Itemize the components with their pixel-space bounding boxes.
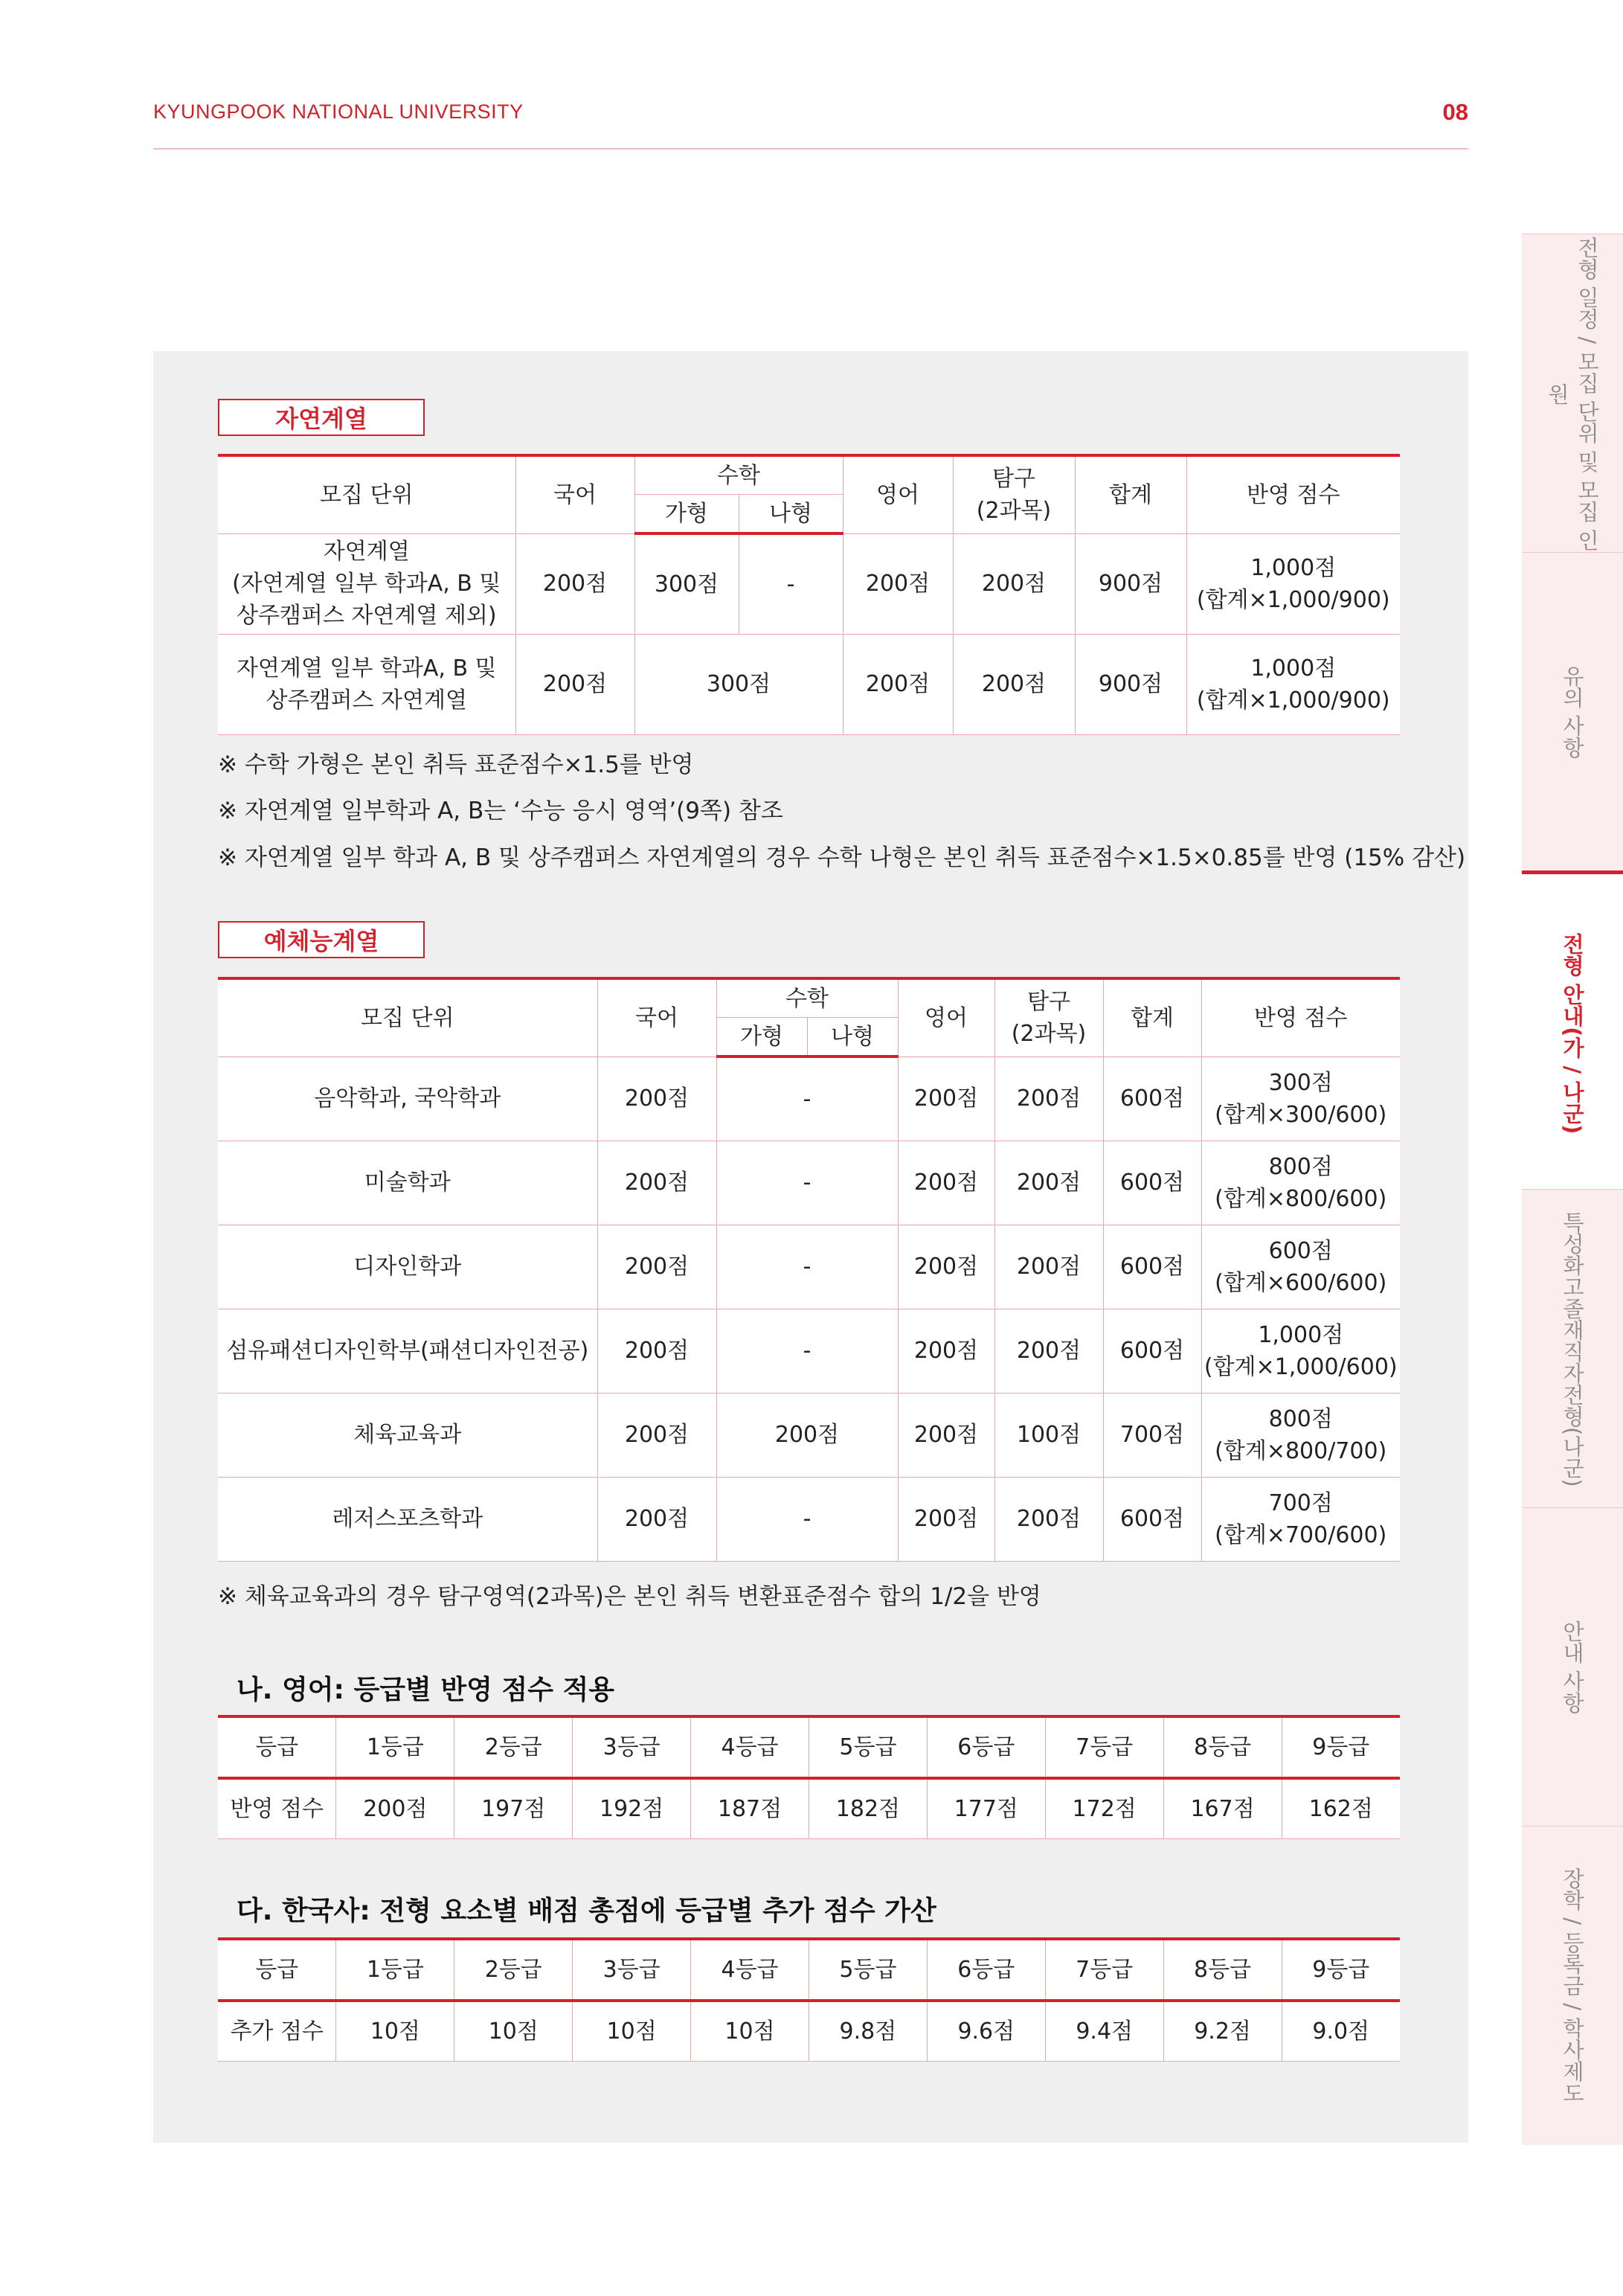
table-row: 추가 점수 10점 10점 10점 10점 9.8점 9.6점 9.4점 9.2점 9.0점 (218, 2001, 1400, 2062)
score-cell: 300점 (합계×300/600) (1201, 1056, 1400, 1141)
natural-sciences-tag: 자연계열 (218, 399, 425, 436)
section-sidebar (1522, 234, 1623, 2141)
header-math: 수학 (716, 978, 898, 1018)
history-grade-table (218, 1937, 1400, 2062)
sidebar-item-label: 유의 사항 (1560, 665, 1585, 759)
sidebar-item-information[interactable] (1522, 1507, 1623, 1827)
header-math-b: 나형 (807, 1018, 898, 1057)
header-math: 수학 (634, 455, 843, 495)
header-score: 반영 점수 (1186, 455, 1400, 533)
natural-sciences-table (218, 454, 1400, 735)
sidebar-item-label: 전형 일정 / 모집 단위 및 모집 인원 (1545, 236, 1600, 551)
sidebar-item-vocational-worker[interactable] (1522, 1189, 1623, 1508)
header-english: 영어 (843, 455, 953, 533)
page-header (153, 100, 1468, 150)
sidebar-item-label: 장학 / 등록금 / 학사제도 (1560, 1867, 1585, 2104)
table-row: 자연계열 (자연계열 일부 학과A, B 및 상주캠퍼스 자연계열 제외) 200점 300점 - 200점 200점 900점 1,000점 (합계×1,000/900) (218, 533, 1400, 634)
english-grade-table (218, 1715, 1400, 1839)
score-cell: 700점 (합계×700/600) (1201, 1477, 1400, 1561)
unit-cell: 자연계열 (자연계열 일부 학과A, B 및 상주캠퍼스 자연계열 제외) (218, 533, 515, 634)
table-row: 체육교육과 200점 200점 200점 100점 700점 800점 (합계×800/700) (218, 1393, 1400, 1477)
grade-header-row: 등급 1등급 2등급 3등급 4등급 5등급 6등급 7등급 8등급 9등급 (218, 1939, 1400, 2001)
header-math-b: 나형 (739, 495, 843, 534)
natural-note-3: ※ 자연계열 일부 학과 A, B 및 상주캠퍼스 자연계열의 경우 수학 나형은 본인 취득 표준점수×1.5×0.85를 반영 (15% 감산) (218, 844, 1466, 871)
header-unit: 모집 단위 (218, 978, 597, 1056)
english-section-title: 나. 영어: 등급별 반영 점수 적용 (237, 1675, 615, 1705)
arts-sports-table (218, 977, 1400, 1562)
header-math-a: 가형 (634, 495, 739, 534)
sidebar-item-scholarship[interactable] (1522, 1826, 1623, 2145)
unit-cell: 자연계열 일부 학과A, B 및 상주캠퍼스 자연계열 (218, 634, 515, 734)
header-score: 반영 점수 (1201, 978, 1400, 1056)
sidebar-item-schedule[interactable] (1522, 234, 1623, 553)
score-cell: 800점 (합계×800/600) (1201, 1141, 1400, 1225)
sidebar-item-cautions[interactable] (1522, 552, 1623, 871)
header-inquiry: 탐구 (2과목) (953, 455, 1075, 533)
header-korean: 국어 (597, 978, 716, 1056)
header-inquiry: 탐구 (2과목) (994, 978, 1103, 1056)
table-row: 디자인학과 200점 - 200점 200점 600점 600점 (합계×600/600) (218, 1225, 1400, 1309)
sidebar-item-label: 특성화고졸재직자전형(나군) (1560, 1210, 1585, 1487)
sidebar-item-label: 전형 안내(가 / 나군) (1560, 932, 1585, 1135)
sidebar-item-admission-guide[interactable] (1522, 870, 1623, 1193)
table-row: 반영 점수 200점 197점 192점 187점 182점 177점 172점 167점 162점 (218, 1778, 1400, 1839)
table-row: 음악학과, 국악학과 200점 - 200점 200점 600점 300점 (합계×300/600) (218, 1056, 1400, 1141)
history-section-title: 다. 한국사: 전형 요소별 배점 총점에 등급별 추가 점수 가산 (237, 1896, 936, 1926)
arts-sports-tag: 예체능계열 (218, 921, 425, 958)
natural-note-2: ※ 자연계열 일부학과 A, B는 ‘수능 응시 영역’(9쪽) 참조 (218, 798, 783, 824)
header-total: 합계 (1075, 455, 1186, 533)
table-row: 레저스포츠학과 200점 - 200점 200점 600점 700점 (합계×700/600) (218, 1477, 1400, 1561)
grade-header-row: 등급 1등급 2등급 3등급 4등급 5등급 6등급 7등급 8등급 9등급 (218, 1716, 1400, 1778)
page-number: 08 (1442, 99, 1468, 125)
natural-note-1: ※ 수학 가형은 본인 취득 표준점수×1.5를 반영 (218, 751, 694, 778)
score-cell: 1,000점 (합계×1,000/600) (1201, 1309, 1400, 1393)
sidebar-item-label: 안내 사항 (1560, 1620, 1585, 1714)
header-unit: 모집 단위 (218, 455, 515, 533)
university-name: KYUNGPOOK NATIONAL UNIVERSITY (153, 100, 524, 123)
score-cell: 1,000점 (합계×1,000/900) (1186, 634, 1400, 734)
score-cell: 600점 (합계×600/600) (1201, 1225, 1400, 1309)
arts-note: ※ 체육교육과의 경우 탐구영역(2과목)은 본인 취득 변환표준점수 합의 1/2을 반영 (218, 1583, 1041, 1610)
header-english: 영어 (898, 978, 994, 1056)
score-cell: 800점 (합계×800/700) (1201, 1393, 1400, 1477)
header-total: 합계 (1103, 978, 1201, 1056)
header-math-a: 가형 (716, 1018, 807, 1057)
table-row: 미술학과 200점 - 200점 200점 600점 800점 (합계×800/600) (218, 1141, 1400, 1225)
table-row: 자연계열 일부 학과A, B 및 상주캠퍼스 자연계열 200점 300점 200점 200점 900점 1,000점 (합계×1,000/900) (218, 634, 1400, 734)
score-cell: 1,000점 (합계×1,000/900) (1186, 533, 1400, 634)
header-korean: 국어 (515, 455, 634, 533)
table-row: 섬유패션디자인학부(패션디자인전공) 200점 - 200점 200점 600점 1,000점 (합계×1,000/600) (218, 1309, 1400, 1393)
